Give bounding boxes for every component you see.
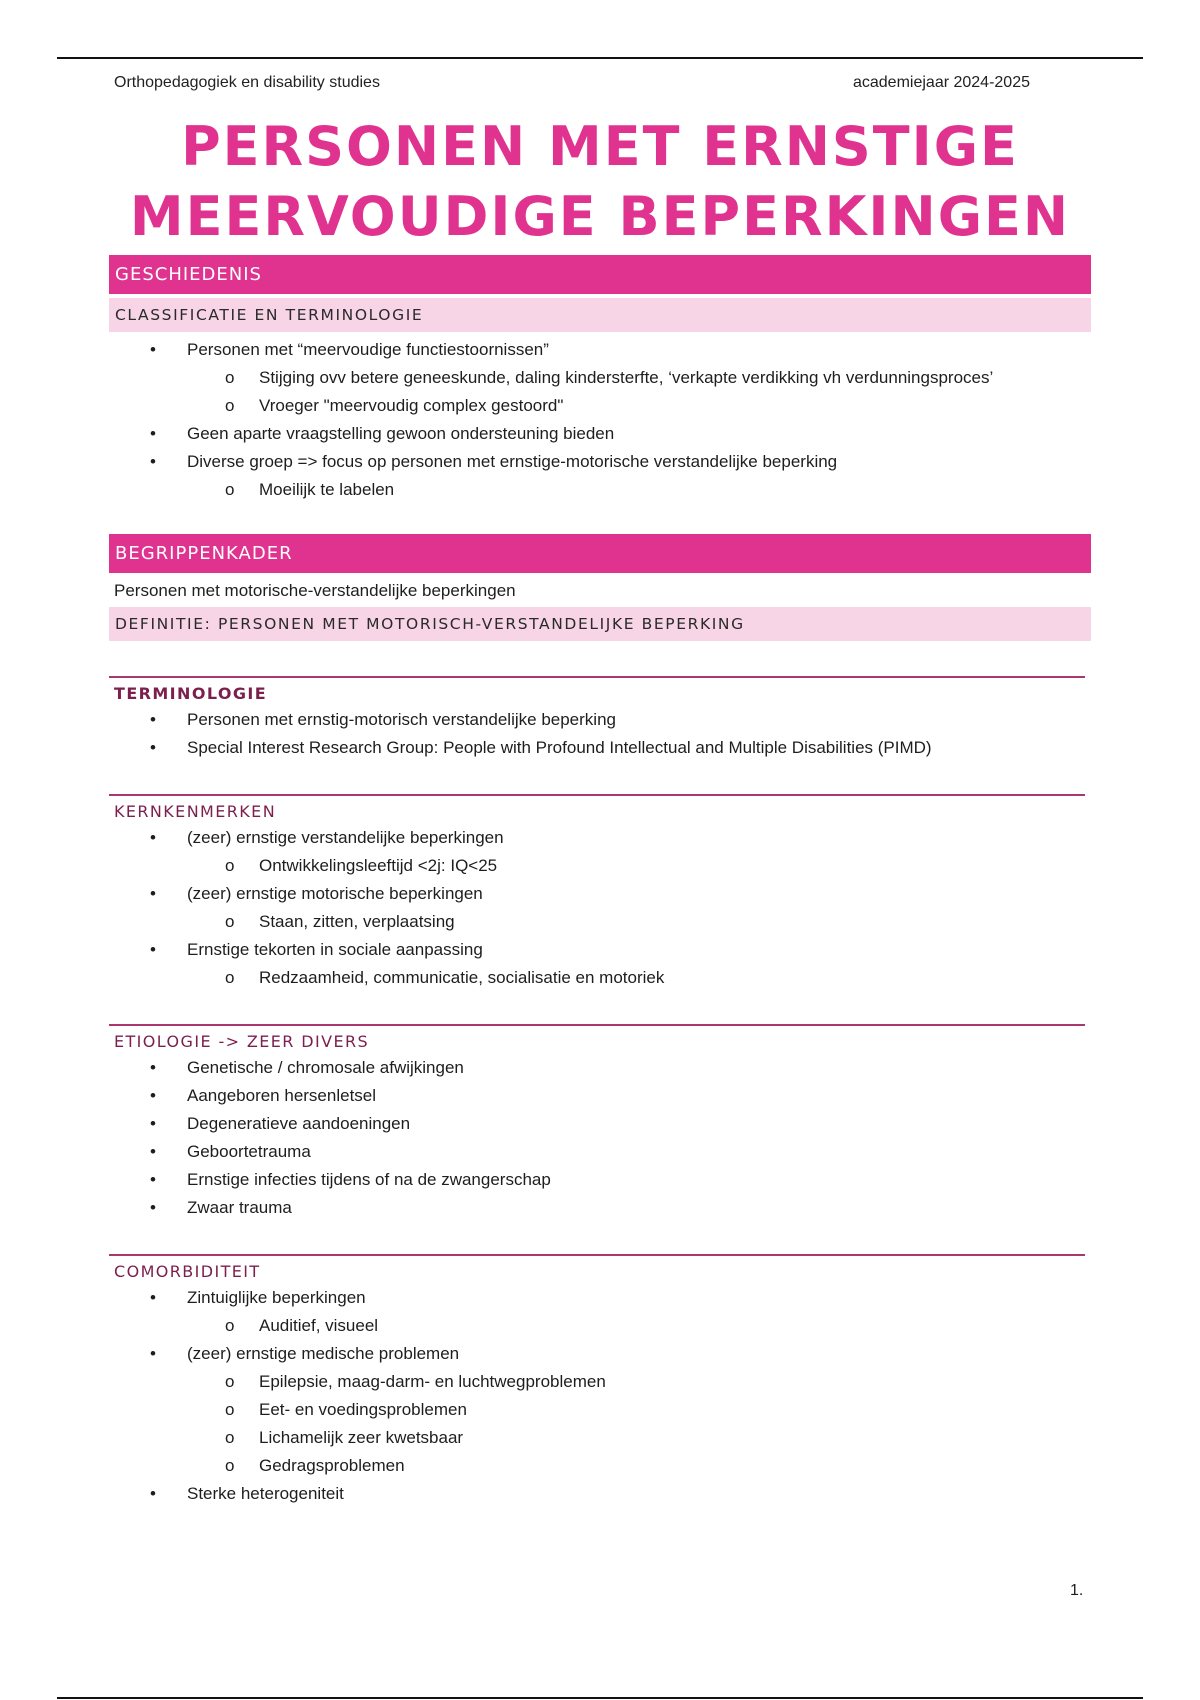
list-item: • Genetische / chromosale afwijkingen: [109, 1054, 1091, 1082]
sub-list: [187, 1312, 1091, 1340]
list-item: • Sterke heterogeniteit: [109, 1480, 1091, 1508]
sub-list-item: o Epilepsie, maag-darm- en luchtwegproblemen: [109, 1368, 1091, 1396]
page-number: 1.: [1070, 1582, 1084, 1599]
sub-list: [187, 852, 1091, 880]
academic-year: academiejaar 2024-2025: [852, 74, 1030, 91]
sub-list-item: o Vroeger "meervoudig complex gestoord": [109, 392, 1091, 420]
sub-list-item: o Auditief, visueel: [109, 1312, 1091, 1340]
bottom-rule: [57, 1697, 1143, 1699]
heading-comorbiditeit: [109, 1254, 1085, 1282]
list-item: [109, 448, 1091, 504]
heading-etiologie: [109, 1024, 1085, 1052]
heading-kernkenmerken: [109, 794, 1085, 822]
document-body: [109, 255, 1091, 1508]
sub-list-item: o Staan, zitten, verplaatsing: [109, 908, 1091, 936]
heading-geschiedenis: GESCHIEDENIS: [109, 255, 1091, 294]
list-item: • Ernstige infecties tijdens of na de zwangerschap: [109, 1166, 1091, 1194]
heading-text: TERMINOLOGIE: [114, 684, 268, 703]
list-item: • Geboortetrauma: [109, 1138, 1091, 1166]
list-item-text: (zeer) ernstige medische problemen: [187, 1344, 460, 1363]
page-header: [114, 74, 1030, 92]
list-item: [109, 880, 1091, 936]
etiologie-list: [109, 1054, 1091, 1222]
heading-terminologie: [109, 676, 1085, 704]
sub-list: [187, 908, 1091, 936]
list-item: • Geen aparte vraagstelling gewoon ondersteuning bieden: [109, 420, 1091, 448]
list-item: • Personen met ernstig-motorisch verstandelijke beperking: [109, 706, 1091, 734]
list-item-text: (zeer) ernstige verstandelijke beperkingen: [187, 828, 504, 847]
sub-list-item: o Eet- en voedingsproblemen: [109, 1396, 1091, 1424]
list-item-text: Zintuiglijke beperkingen: [187, 1288, 366, 1307]
classificatie-list: [109, 336, 1091, 504]
list-item: [109, 1284, 1091, 1340]
list-item-text: Diverse groep => focus op personen met ernstige-motorische verstandelijke beperking: [187, 452, 838, 471]
sub-list-item: o Ontwikkelingsleeftijd <2j: IQ<25: [109, 852, 1091, 880]
terminologie-list: [109, 706, 1091, 762]
list-item: • Special Interest Research Group: People with Profound Intellectual and Multiple Disabilities (PIMD): [109, 734, 1091, 762]
top-rule: [57, 57, 1143, 59]
title-line-1: PERSONEN MET ERNSTIGE: [181, 115, 1019, 178]
sub-list-item: o Redzaamheid, communicatie, socialisatie en motoriek: [109, 964, 1091, 992]
course-name: Orthopedagogiek en disability studies: [114, 74, 380, 91]
list-item: [109, 936, 1091, 992]
page-title: [0, 112, 1200, 252]
list-item: • Aangeboren hersenletsel: [109, 1082, 1091, 1110]
list-item: • Degeneratieve aandoeningen: [109, 1110, 1091, 1138]
list-item-text: (zeer) ernstige motorische beperkingen: [187, 884, 483, 903]
sub-list: [187, 476, 1091, 504]
title-line-2: MEERVOUDIGE BEPERKINGEN: [129, 185, 1071, 248]
list-item: • Zwaar trauma: [109, 1194, 1091, 1222]
heading-classificatie: CLASSIFICATIE EN TERMINOLOGIE: [109, 298, 1091, 332]
sub-list-item: o Stijging ovv betere geneeskunde, daling kindersterfte, ‘verkapte verdikking vh verdunningsproces’: [109, 364, 1091, 392]
sub-list-item: o Lichamelijk zeer kwetsbaar: [109, 1424, 1091, 1452]
sub-list: [187, 364, 1091, 420]
list-item: [109, 336, 1091, 420]
heading-text: COMORBIDITEIT: [114, 1262, 261, 1281]
sub-list: [187, 964, 1091, 992]
heading-definitie: DEFINITIE: PERSONEN MET MOTORISCH-VERSTANDELIJKE BEPERKING: [109, 607, 1091, 641]
kernkenmerken-list: [109, 824, 1091, 992]
sub-list-item: o Gedragsproblemen: [109, 1452, 1091, 1480]
heading-text: ETIOLOGIE -> ZEER DIVERS: [114, 1032, 370, 1051]
list-item: [109, 1340, 1091, 1480]
heading-begrippenkader: BEGRIPPENKADER: [109, 534, 1091, 573]
comorbiditeit-list: [109, 1284, 1091, 1508]
heading-text: KERNKENMERKEN: [114, 802, 277, 821]
sub-list-item: o Moeilijk te labelen: [109, 476, 1091, 504]
list-item: [109, 824, 1091, 880]
list-item-text: Ernstige tekorten in sociale aanpassing: [187, 940, 483, 959]
begrippenkader-text: Personen met motorische-verstandelijke beperkingen: [114, 581, 516, 600]
sub-list: [187, 1368, 1091, 1480]
list-item-text: Personen met “meervoudige functiestoornissen”: [187, 340, 549, 359]
